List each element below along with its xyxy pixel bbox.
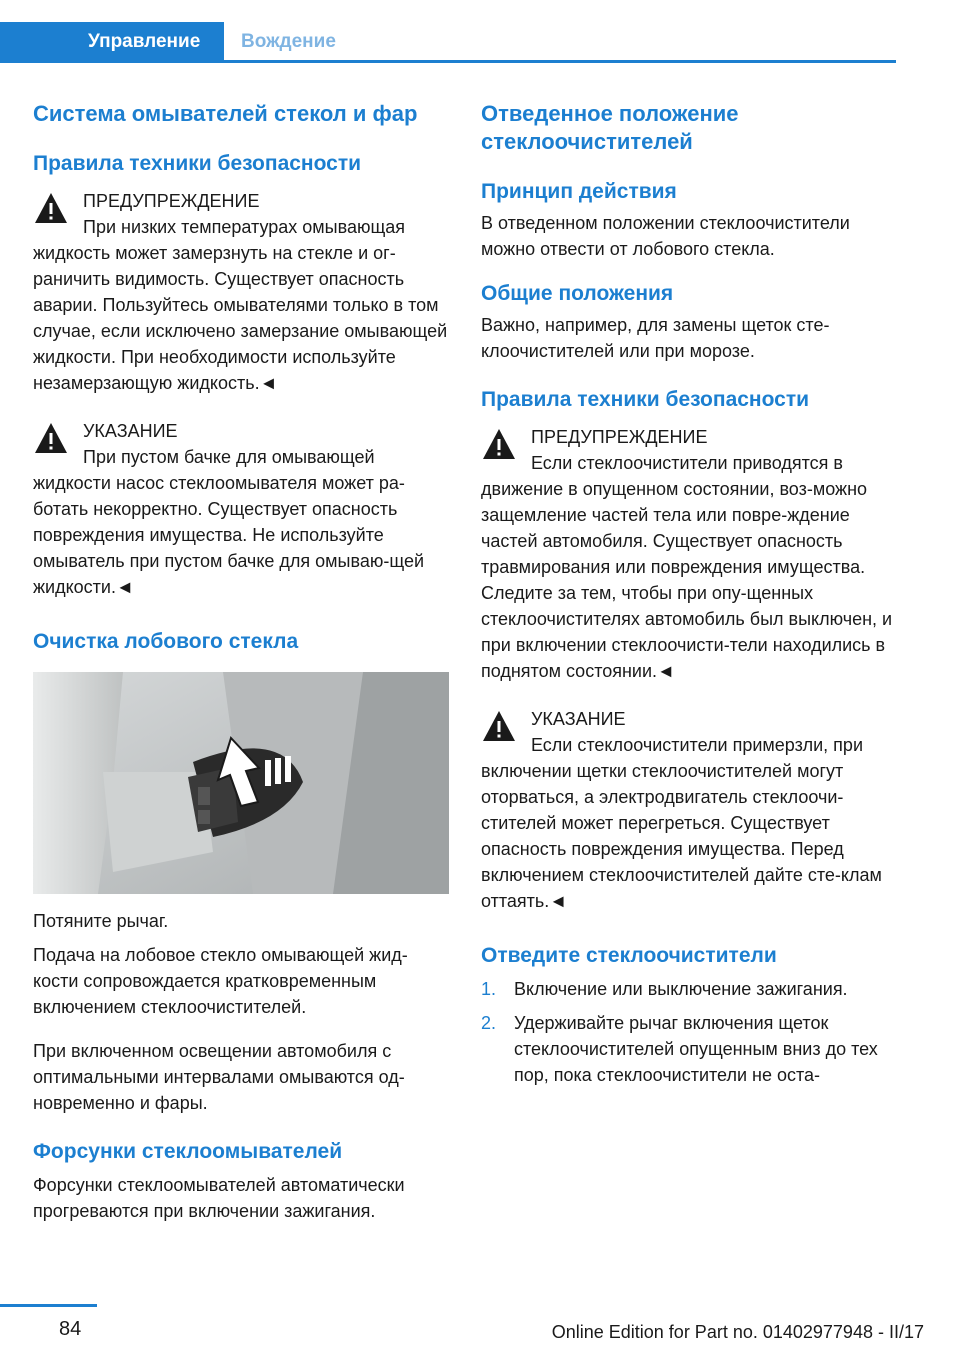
right-column <box>481 100 899 1088</box>
note-text: жидкости насос стеклоомывателя может ра‐ботать некорректно. Существует опасность повреждения имущества. Не используйте омыватель при пустом бачке для омываю‐щей жидкости.◄ <box>33 473 425 597</box>
step-text: Удерживайте рычаг включения щеток стеклоочистителей опущенным вниз до тех пор, пока стеклоочистители не оста‐ <box>514 1013 878 1085</box>
steps-list <box>481 976 899 1088</box>
principle-paragraph: В отведенном положении стеклоочистители можно отвести от лобового стекла. <box>481 213 850 259</box>
page-number: 84 <box>59 1318 82 1340</box>
edition-footer: Online Edition for Part no. 01402977948 - II/17 <box>551 1322 924 1342</box>
note-first-line: При пустом бачке для омывающей <box>83 447 375 467</box>
step-number: 1. <box>481 979 497 999</box>
list-item <box>481 976 899 1002</box>
note-first-line-right: Если стеклоочистители примерзли, при <box>531 735 863 755</box>
heading-safety-rules: Правила техники безопасности <box>33 152 362 175</box>
section-title-washer-system: Система омывателей стекол и фар <box>33 101 418 126</box>
warning-title: ПРЕДУПРЕЖДЕНИЕ <box>83 191 260 211</box>
instruction-pull-lever: Потяните рычаг. <box>33 911 169 931</box>
nozzles-paragraph: Форсунки стеклоомывателей автоматически прогреваются при включении зажигания. <box>33 1175 405 1221</box>
header-divider <box>0 60 896 63</box>
warning-triangle-icon <box>33 190 69 226</box>
windshield-paragraph-1: Подача на лобовое стекло омывающей жид‐кости сопровождается кратковременным включением стеклоочистителей. <box>33 945 408 1017</box>
left-column <box>33 100 451 1224</box>
footer-divider <box>0 1304 97 1307</box>
warning-title-right: ПРЕДУПРЕЖДЕНИЕ <box>531 427 708 447</box>
warning-triangle-icon <box>481 426 517 462</box>
warning-text: жидкость может замерзнуть на стекле и ог‐раничить видимость. Существует опасность аварии. Пользуйтесь омывателями только в том случае, если исключено замерзание омывающей жидкости. При необходимости используйте незамерзающую жидкость.◄ <box>33 243 448 393</box>
warning-triangle-icon <box>481 708 517 744</box>
heading-washer-nozzles: Форсунки стеклоомывателей <box>33 1140 343 1163</box>
section-tab-driving[interactable]: Вождение <box>241 31 336 52</box>
step-number: 2. <box>481 1013 497 1033</box>
heading-principle: Принцип действия <box>481 180 677 203</box>
note-block <box>33 418 451 600</box>
heading-safety-rules-right: Правила техники безопасности <box>481 388 810 411</box>
page-header <box>0 0 960 70</box>
section-title-wiper-service-position: Отведенное положение стеклоочистителей <box>481 101 739 154</box>
list-item <box>481 1010 899 1088</box>
step-text: Включение или выключение зажигания. <box>514 979 848 999</box>
warning-first-line: При низких температурах омывающая <box>83 217 406 237</box>
section-tab-controls[interactable]: Управление <box>0 22 224 62</box>
note-title-right: УКАЗАНИЕ <box>531 709 626 729</box>
warning-triangle-icon <box>33 420 69 456</box>
heading-general: Общие положения <box>481 282 674 305</box>
windshield-paragraph-2: При включенном освещении автомобиля с оптимальными интервалами омываются од‐новременно и фары. <box>33 1041 405 1113</box>
heading-fold-out-wipers: Отведите стеклоочистители <box>481 944 777 967</box>
warning-block <box>33 188 451 396</box>
note-block-right <box>481 706 899 914</box>
wiper-lever-illustration <box>33 672 449 894</box>
note-text-right: включении щетки стеклоочистителей могут оторваться, а электродвигатель стеклоочи‐стителей может перегреться. Существует опасность повреждения имущества. Перед включением стеклоочистителей дайте сте‐клам оттаять.◄ <box>481 761 882 911</box>
general-paragraph: Важно, например, для замены щеток сте‐клоочистителей или при морозе. <box>481 315 830 361</box>
heading-windshield-cleaning: Очистка лобового стекла <box>33 630 299 653</box>
warning-block-right <box>481 424 899 684</box>
wiper-lever-photo <box>33 672 449 894</box>
warning-text-right: движение в опущенном состоянии, воз‐можно защемление частей тела или повре‐ждение частей автомобиля. Существует опасность травмирования или повреждения имущества. Следите за тем, чтобы при опу‐щенных стеклоочистителях автомобиль был выключен, и при включении стеклоочисти‐тели находились в поднятом состоянии.◄ <box>481 479 893 681</box>
note-title: УКАЗАНИЕ <box>83 421 178 441</box>
warning-first-line-right: Если стеклоочистители приводятся в <box>531 453 843 473</box>
